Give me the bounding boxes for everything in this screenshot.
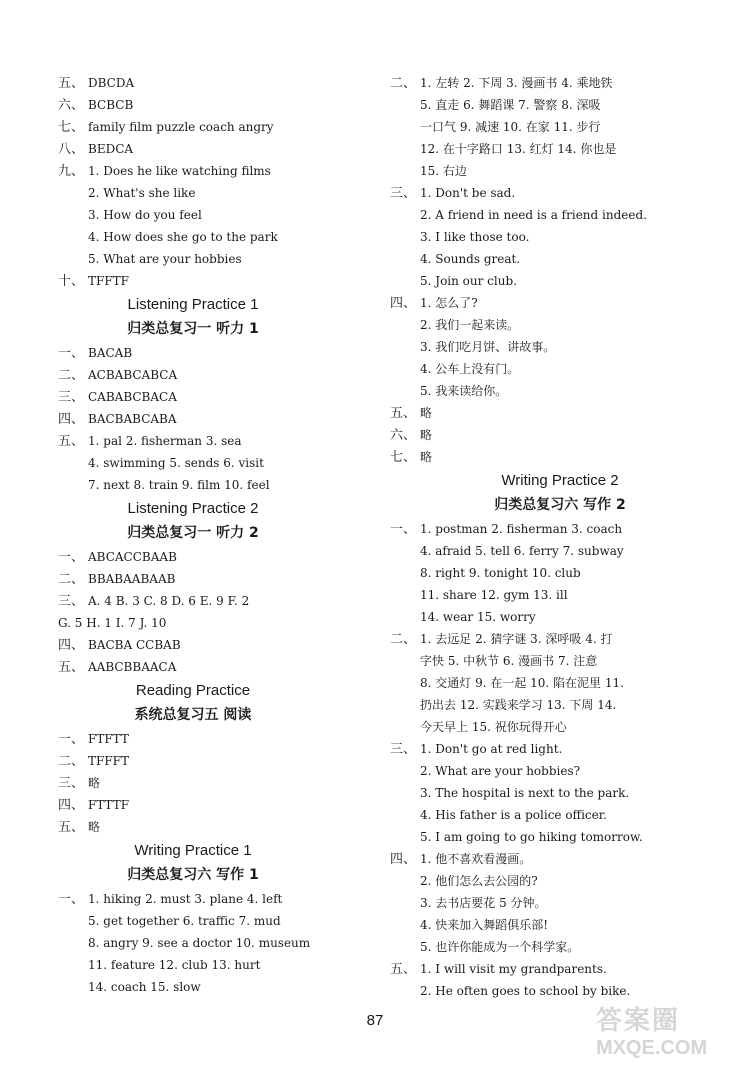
- answer-row: 五、 略: [58, 820, 101, 835]
- answer-line: 4. Sounds great.: [420, 252, 521, 266]
- answer-row: 一、 BACAB: [58, 346, 133, 361]
- answer-line: 2. What's she like: [88, 186, 196, 200]
- answer-line: 5. get together 6. traffic 7. mud: [88, 914, 281, 928]
- answer-line: 2. He often goes to school by bike.: [420, 984, 631, 998]
- answer-line: 3. The hospital is next to the park.: [420, 786, 630, 800]
- answer-row: 一、 ABCACCBAAB: [58, 550, 177, 565]
- answer-line: 2. 我们一起来读。: [420, 318, 520, 332]
- answer-line: 今天早上 15. 祝你玩得开心: [420, 720, 567, 734]
- section-title-en: Writing Practice 1: [134, 842, 252, 859]
- answer-line: 7. next 8. train 9. film 10. feel: [88, 478, 270, 492]
- answer-row: 四、 BACBABCABA: [58, 412, 177, 427]
- right-column: [390, 72, 730, 1002]
- answer-row: 一、 1. hiking 2. must 3. plane 4. left: [58, 892, 283, 907]
- answer-row: 二、 1. 左转 2. 下周 3. 漫画书 4. 乘地铁: [390, 76, 613, 91]
- answer-line: 11. share 12. gym 13. ill: [420, 588, 568, 602]
- answer-line: 5. Join our club.: [420, 274, 517, 288]
- section-title-en: Writing Practice 2: [501, 472, 619, 489]
- answer-row: 六、 略: [390, 428, 433, 443]
- answer-line: 14. wear 15. worry: [420, 610, 536, 624]
- answer-line: 5. 也许你能成为一个科学家。: [420, 940, 580, 954]
- answer-line: 一口气 9. 减速 10. 在家 11. 步行: [420, 120, 601, 134]
- answer-row: 五、 AABCBBAACA: [58, 660, 177, 675]
- answer-row: 十、 TFFTF: [58, 274, 129, 289]
- answer-line: 4. How does she go to the park: [88, 230, 278, 244]
- answer-line: 5. 直走 6. 舞蹈课 7. 警察 8. 深吸: [420, 98, 601, 112]
- answer-line: 3. 我们吃月饼、讲故事。: [420, 340, 556, 354]
- answer-row: 三、 CABABCBACA: [58, 390, 177, 405]
- answer-row: 一、 FTFTT: [58, 732, 129, 747]
- answer-row: 三、 1. Don't be sad.: [390, 186, 516, 201]
- watermark-logo: [596, 1000, 746, 1060]
- section-title-en: Listening Practice 1: [127, 296, 259, 313]
- page-number: 87: [366, 1012, 384, 1029]
- answer-row: 六、 BCBCB: [58, 98, 134, 113]
- answer-row: 七、 family film puzzle coach angry: [58, 120, 274, 135]
- answer-line: 5. I am going to go hiking tomorrow.: [420, 830, 643, 844]
- answer-line: 3. How do you feel: [88, 208, 202, 222]
- answer-row: 二、 BBABAABAAB: [58, 572, 176, 587]
- answer-line: 8. right 9. tonight 10. club: [420, 566, 581, 580]
- section-title-en: Reading Practice: [135, 682, 251, 699]
- answer-row: 四、 FTTTF: [58, 798, 130, 813]
- answer-line: 4. 公车上没有门。: [420, 362, 520, 376]
- answer-row: G. 5 H. 1 I. 7 J. 10: [58, 616, 167, 630]
- answer-row: 八、 BEDCA: [58, 142, 134, 157]
- section-title-en: Listening Practice 2: [127, 500, 259, 517]
- answer-line: 5. 我来读给你。: [420, 384, 508, 398]
- answer-line: 2. What are your hobbies?: [420, 764, 581, 778]
- answer-line: 15. 右边: [420, 164, 467, 178]
- answer-line: 5. What are your hobbies: [88, 252, 242, 266]
- answer-line: 字快 5. 中秋节 6. 漫画书 7. 注意: [420, 654, 598, 668]
- answer-line: 扔出去 12. 实践来学习 13. 下周 14.: [420, 698, 617, 712]
- answer-row: 五、 略: [390, 406, 433, 421]
- answer-line: 4. afraid 5. tell 6. ferry 7. subway: [420, 544, 624, 558]
- answer-row: 五、 DBCDA: [58, 76, 135, 91]
- answer-line: 8. 交通灯 9. 在一起 10. 陷在泥里 11.: [420, 676, 624, 690]
- section-title-zh: 系统总复习五 阅读: [134, 707, 252, 723]
- answer-row: 五、 1. I will visit my grandparents.: [390, 962, 607, 977]
- answer-row: 三、 1. Don't go at red light.: [390, 742, 563, 757]
- answer-row: 四、 1. 他不喜欢看漫画。: [390, 852, 532, 867]
- watermark-top: 答案圈: [596, 1006, 681, 1036]
- answer-line: 11. feature 12. club 13. hurt: [88, 958, 261, 972]
- answer-line: 3. I like those too.: [420, 230, 530, 244]
- answer-row: 七、 略: [390, 450, 433, 465]
- answer-row: 四、 1. 怎么了?: [390, 296, 478, 311]
- answer-row: 二、 ACBABCABCA: [58, 368, 178, 383]
- answer-row: 三、 A. 4 B. 3 C. 8 D. 6 E. 9 F. 2: [58, 594, 250, 609]
- answer-line: 4. 快来加入舞蹈俱乐部!: [420, 918, 549, 932]
- answer-row: 一、 1. postman 2. fisherman 3. coach: [390, 522, 623, 537]
- answer-line: 14. coach 15. slow: [88, 980, 201, 994]
- section-title-zh: 归类总复习六 写作 2: [494, 497, 626, 513]
- section-title-zh: 归类总复习一 听力 1: [127, 321, 259, 337]
- answer-row: 二、 TFFFT: [58, 754, 129, 769]
- answer-line: 2. 他们怎么去公园的?: [420, 874, 538, 888]
- section-title-zh: 归类总复习一 听力 2: [127, 525, 259, 541]
- section-title-zh: 归类总复习六 写作 1: [127, 867, 259, 883]
- answer-row: 四、 BACBA CCBAB: [58, 638, 181, 653]
- answer-row: 九、 1. Does he like watching films: [58, 164, 271, 179]
- left-column: [58, 72, 378, 998]
- answer-row: 二、 1. 去远足 2. 猜字谜 3. 深呼吸 4. 打: [390, 632, 613, 647]
- answer-line: 4. swimming 5. sends 6. visit: [88, 456, 264, 470]
- answer-row: 五、 1. pal 2. fisherman 3. sea: [58, 434, 242, 449]
- answer-line: 4. His father is a police officer.: [420, 808, 607, 822]
- answer-line: 12. 在十字路口 13. 红灯 14. 你也是: [420, 142, 617, 156]
- answer-line: 3. 去书店要花 5 分钟。: [420, 896, 547, 910]
- answer-line: 8. angry 9. see a doctor 10. museum: [88, 936, 311, 950]
- answer-line: 2. A friend in need is a friend indeed.: [420, 208, 647, 222]
- answer-row: 三、 略: [58, 776, 101, 791]
- watermark-bottom: MXQE.COM: [596, 1037, 708, 1059]
